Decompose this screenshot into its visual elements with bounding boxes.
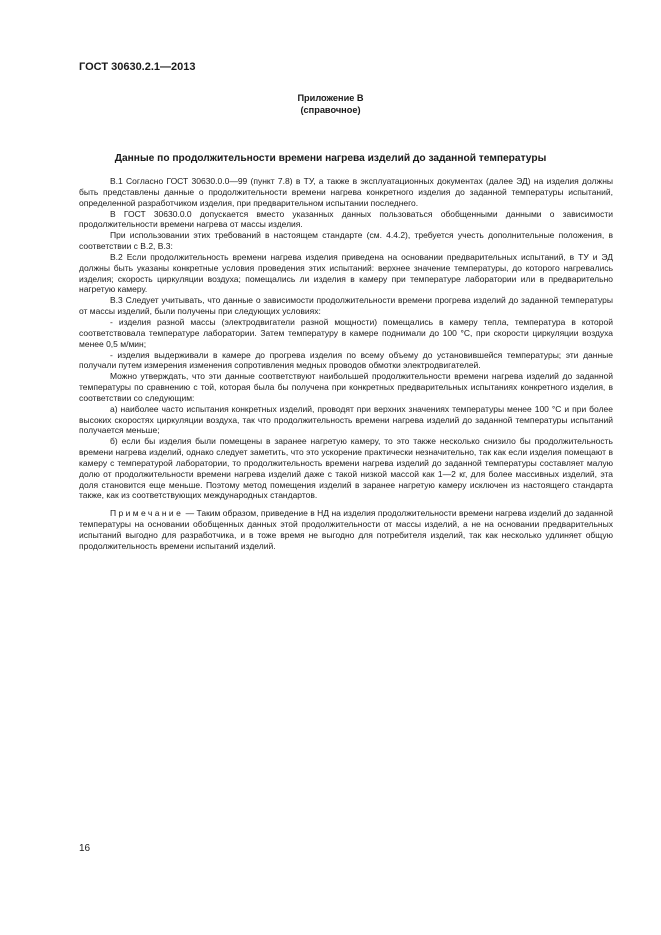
note-text: — Таким образом, приведение в НД на изделия продолжительности времени нагрева изделий до заданной температуры на основании обобщенных данных этой продолжительности от массы изделий, а не на основании предварительных испытаний выгодно для разработчика, и в тоже время не выгодно для потребителя изделий, так как несколько удлиняет общую продолжительность времени испытаний изделий. xyxy=(79,508,613,551)
note-label: Примечание xyxy=(110,508,184,519)
body-text xyxy=(79,176,613,552)
paragraph: В.1 Согласно ГОСТ 30630.0.0—99 (пункт 7.8) в ТУ, а также в эксплуатационных документах (далее ЭД) на изделия должны быть представлены данные о продолжительности времени нагрева конкретного изделия до заданной температуры испытаний, определенной разработчиком изделия, при предварительном испытании последнего. xyxy=(79,176,613,208)
paragraph: а) наиболее часто испытания конкретных изделий, проводят при верхних значениях температуры менее 100 °С и при более высоких скоростях циркуляции воздуха, так что продолжительность времени нагрева изделий до заданной температуры испытаний получается меньше; xyxy=(79,403,613,436)
paragraph: Можно утверждать, что эти данные соответствуют наибольшей продолжительности времени нагрева изделий до заданной температуры по сравнению с той, которая была бы получена при конкретных предварительных испытаниях конкретного изделия, в соответствии со следующим: xyxy=(79,371,613,403)
appendix-heading xyxy=(0,92,661,116)
section-title: Данные по продолжительности времени нагрева изделий до заданной температуры xyxy=(114,153,547,164)
paragraph: В.2 Если продолжительность времени нагрева изделия приведена на основании предварительных испытаний, в ТУ и ЭД должны быть указаны конкретные условия проведения этих испытаний: верхнее значение температуры, до которого нагревались изделия; скорость циркуляции воздуха; помещались ли изделия в камеру при температуре лаборатории или в предварительно нагретую камеру. xyxy=(79,251,613,295)
appendix-title: Приложение В xyxy=(297,93,364,103)
paragraph: - изделия разной массы (электродвигатели разной мощности) помещались в камеру тепла, температура в которой соответствовала температуре лаборатории. Затем температуру в камере поднимали до 100 °С, при скорости циркуляции воздуха менее 0,5 м/мин; xyxy=(79,316,613,349)
paragraph: При использовании этих требований в настоящем стандарте (см. 4.4.2), требуется учесть дополнительные положения, в соответствии с В.2, В.3: xyxy=(79,230,613,252)
note-paragraph xyxy=(79,508,613,551)
appendix-subtitle: (справочное) xyxy=(300,105,361,115)
paragraph: б) если бы изделия были помещены в заранее нагретую камеру, то это также несколько снизило бы продолжительность времени нагрева изделий, однако следует заметить, что это ускорение практически незначительно, так как если изделия помещают в камеру с температурой лаборатории, то продолжительность времени нагрева изделий до заданной температуры составляет малую долю от продолжительности времени нагрева изделий даже с такой низкой массой как 1—2 кг, для более массивных изделий, эта доля становится еще меньше. Поэтому метод помещения изделий в заранее нагретую камеру исключен из настоящего стандарта также, как из соответствующих международных стандартов. xyxy=(79,436,613,501)
paragraph: - изделия выдерживали в камере до прогрева изделия по всему объему до установившейся температуры; эти данные получали путем измерения изменения сопротивления медных проводов обмотки электродвигателей. xyxy=(79,349,613,371)
page-number: 16 xyxy=(79,843,91,854)
paragraph: В.3 Следует учитывать, что данные о зависимости продолжительности времени прогрева изделий до заданной температуры от массы изделий, были получены при следующих условиях: xyxy=(79,295,613,317)
paragraph: В ГОСТ 30630.0.0 допускается вместо указанных данных пользоваться обобщенными данными о зависимости продолжительности времени нагрева от массы изделия. xyxy=(79,208,613,230)
page-header: ГОСТ 30630.2.1—2013 xyxy=(79,61,196,73)
